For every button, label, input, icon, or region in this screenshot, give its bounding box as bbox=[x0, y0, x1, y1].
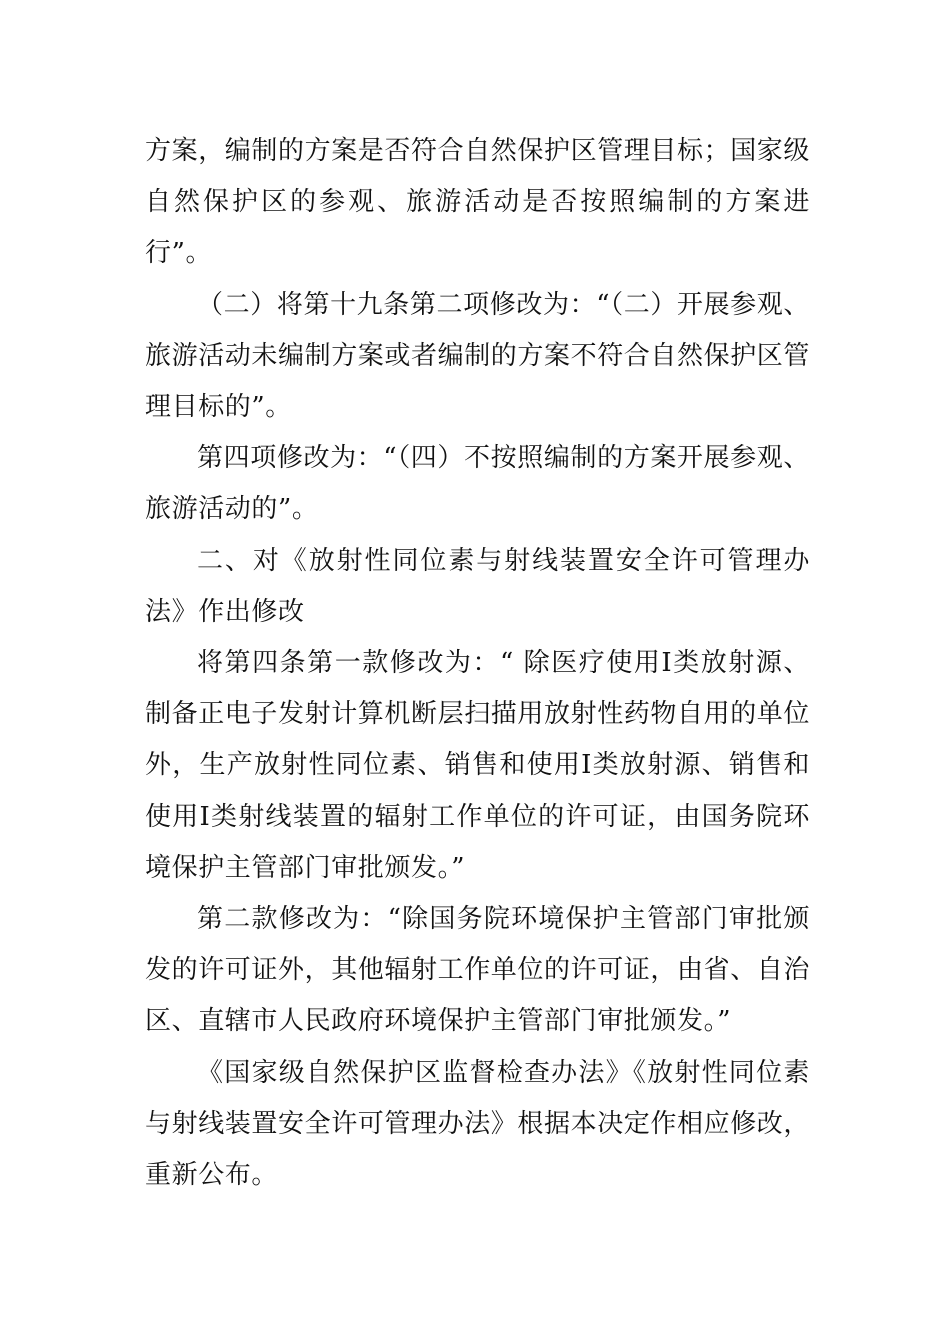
paragraph-article-4-clause-1: 将第四条第一款修改为：“ 除医疗使用Ⅰ类放射源、制备正电子发射计算机断层扫描用放射性药物自用的单位外，生产放射性同位素、销售和使用Ⅰ类放射源、销售和使用Ⅰ类射线装置的辐射工作单位的许可证，由国务院环境保护主管部门审批颁发。” bbox=[145, 648, 811, 883]
paragraph-continuation: 方案，编制的方案是否符合自然保护区管理目标；国家级自然保护区的参观、旅游活动是否按照编制的方案进行”。 bbox=[145, 136, 811, 269]
section-heading-2: 二、对《放射性同位素与射线装置安全许可管理办法》作出修改 bbox=[145, 545, 810, 627]
paragraph-article-4-clause-2: 第二款修改为：“除国务院环境保护主管部门审批颁发的许可证外，其他辐射工作单位的许可证，由省、自治区、直辖市人民政府环境保护主管部门审批颁发。” bbox=[145, 904, 811, 1037]
paragraph-amendment-item-4: 第四项修改为：“（四）不按照编制的方案开展参观、旅游活动的”。 bbox=[145, 443, 810, 525]
paragraph-amendment-item-2: （二）将第十九条第二项修改为：“（二）开展参观、旅游活动未编制方案或者编制的方案不符合自然保护区管理目标的”。 bbox=[145, 289, 811, 423]
paragraph-republication: 《国家级自然保护区监督检查办法》《放射性同位素与射线装置安全许可管理办法》根据本决定作相应修改，重新公布。 bbox=[145, 1057, 811, 1191]
document-body bbox=[145, 126, 810, 1201]
